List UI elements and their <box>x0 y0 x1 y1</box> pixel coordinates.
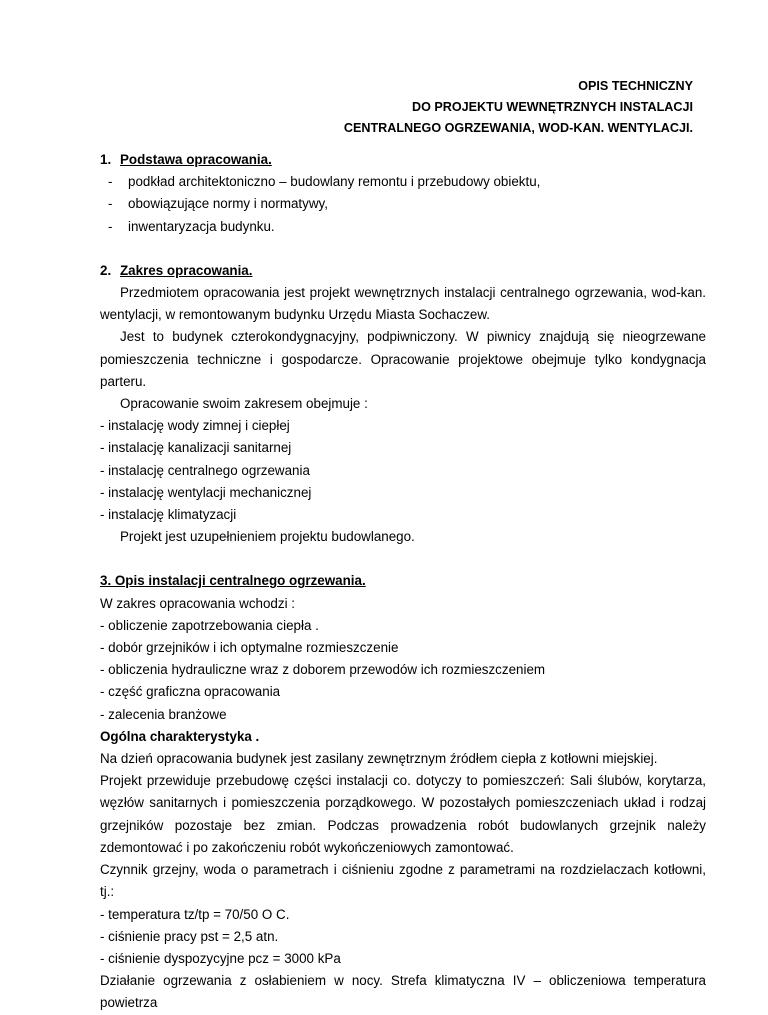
paragraph: Projekt jest uzupełnieniem projektu budowlanego. <box>120 529 415 545</box>
list-item: - dobór grzejników i ich optymalne rozmieszczenie <box>100 640 399 656</box>
list-item: - instalację centralnego ogrzewania <box>100 462 310 478</box>
list-item: - zalecenia branżowe <box>100 706 227 722</box>
list-item: - instalację kanalizacji sanitarnej <box>100 440 292 456</box>
header-title: OPIS TECHNICZNY <box>578 79 693 93</box>
section-3-heading: 3. Opis instalacji centralnego ogrzewania. <box>100 573 366 589</box>
header-subtitle-2: CENTRALNEGO OGRZEWANIA, WOD-KAN. WENTYLACJI. <box>343 121 693 135</box>
list-item: - instalację wody zimnej i ciepłej <box>100 418 290 434</box>
list-item: - ciśnienie dyspozycyjne pcz = 3000 kPa <box>100 950 341 966</box>
header-subtitle-1: DO PROJEKTU WEWNĘTRZNYCH INSTALACJI <box>411 100 693 114</box>
list-item: - temperatura tz/tp = 70/50 O C. <box>100 906 290 922</box>
section-1-heading <box>100 149 706 171</box>
document-body <box>100 149 706 1015</box>
list-item: - instalację wentylacji mechanicznej <box>100 484 312 500</box>
paragraph: W zakres opracowania wchodzi : <box>100 595 295 611</box>
paragraph: Na dzień opracowania budynek jest zasilany zewnętrznym źródłem ciepła z kotłowni miejskiej. <box>100 751 658 767</box>
list-item: - inwentaryzacja budynku. <box>108 216 706 238</box>
list-item: - obliczenia hydrauliczne wraz z doborem przewodów ich rozmieszczeniem <box>100 662 546 678</box>
subheading: Ogólna charakterystyka . <box>100 728 260 744</box>
section-1-title: Podstawa opracowania. <box>120 152 272 167</box>
paragraph: Projekt przewiduje przebudowę części instalacji co. dotyczy to pomieszczeń: Sali ślubów, korytarza, węzłów sanitarnych i pomieszczenia porządkowego. W pozostałych pomieszczeniach układ i rodzaj grzejników pozostaje bez zmian. Podczas prowadzenia robót budowlanych grzejnik należy zdemontować i po zakończeniu robót wykończeniowych zamontować. <box>100 773 706 855</box>
list-item: - obowiązujące normy i normatywy, <box>108 193 706 215</box>
list-item: - ciśnienie pracy pst = 2,5 atn. <box>100 928 279 944</box>
section-2-title: Zakres opracowania. <box>120 262 253 278</box>
list-item: - część graficzna opracowania <box>100 684 281 700</box>
section-1-list <box>100 171 706 238</box>
section-2-heading <box>100 260 706 282</box>
document-header <box>344 76 693 139</box>
list-item: - obliczenie zapotrzebowania ciepła . <box>100 617 319 633</box>
section-2-number: 2. <box>100 262 112 278</box>
paragraph: Opracowanie swoim zakresem obejmuje : <box>120 396 368 412</box>
list-item: - podkład architektoniczno – budowlany remontu i przebudowy obiektu, <box>108 171 706 193</box>
section-1-number: 1. <box>100 152 112 167</box>
paragraph: Jest to budynek czterokondygnacyjny, podpiwniczony. W piwnicy znajdują się nieogrzewane pomieszczenia techniczne i gospodarcze. Opracowanie projektowe obejmuje tylko kondygnacja parteru. <box>100 329 706 389</box>
list-item: - instalację klimatyzacji <box>100 507 237 523</box>
paragraph: Przedmiotem opracowania jest projekt wewnętrznych instalacji centralnego ogrzewania, wod-kan. wentylacji, w remontowanym budynku Urzędu Miasta Sochaczew. <box>100 285 706 323</box>
paragraph: Czynnik grzejny, woda o parametrach i ciśnieniu zgodne z parametrami na rozdzielaczach kotłowni, tj.: <box>100 862 706 900</box>
paragraph: Działanie ogrzewania z osłabieniem w nocy. Strefa klimatyczna IV – obliczeniowa temperatura powietrza <box>100 973 706 1011</box>
